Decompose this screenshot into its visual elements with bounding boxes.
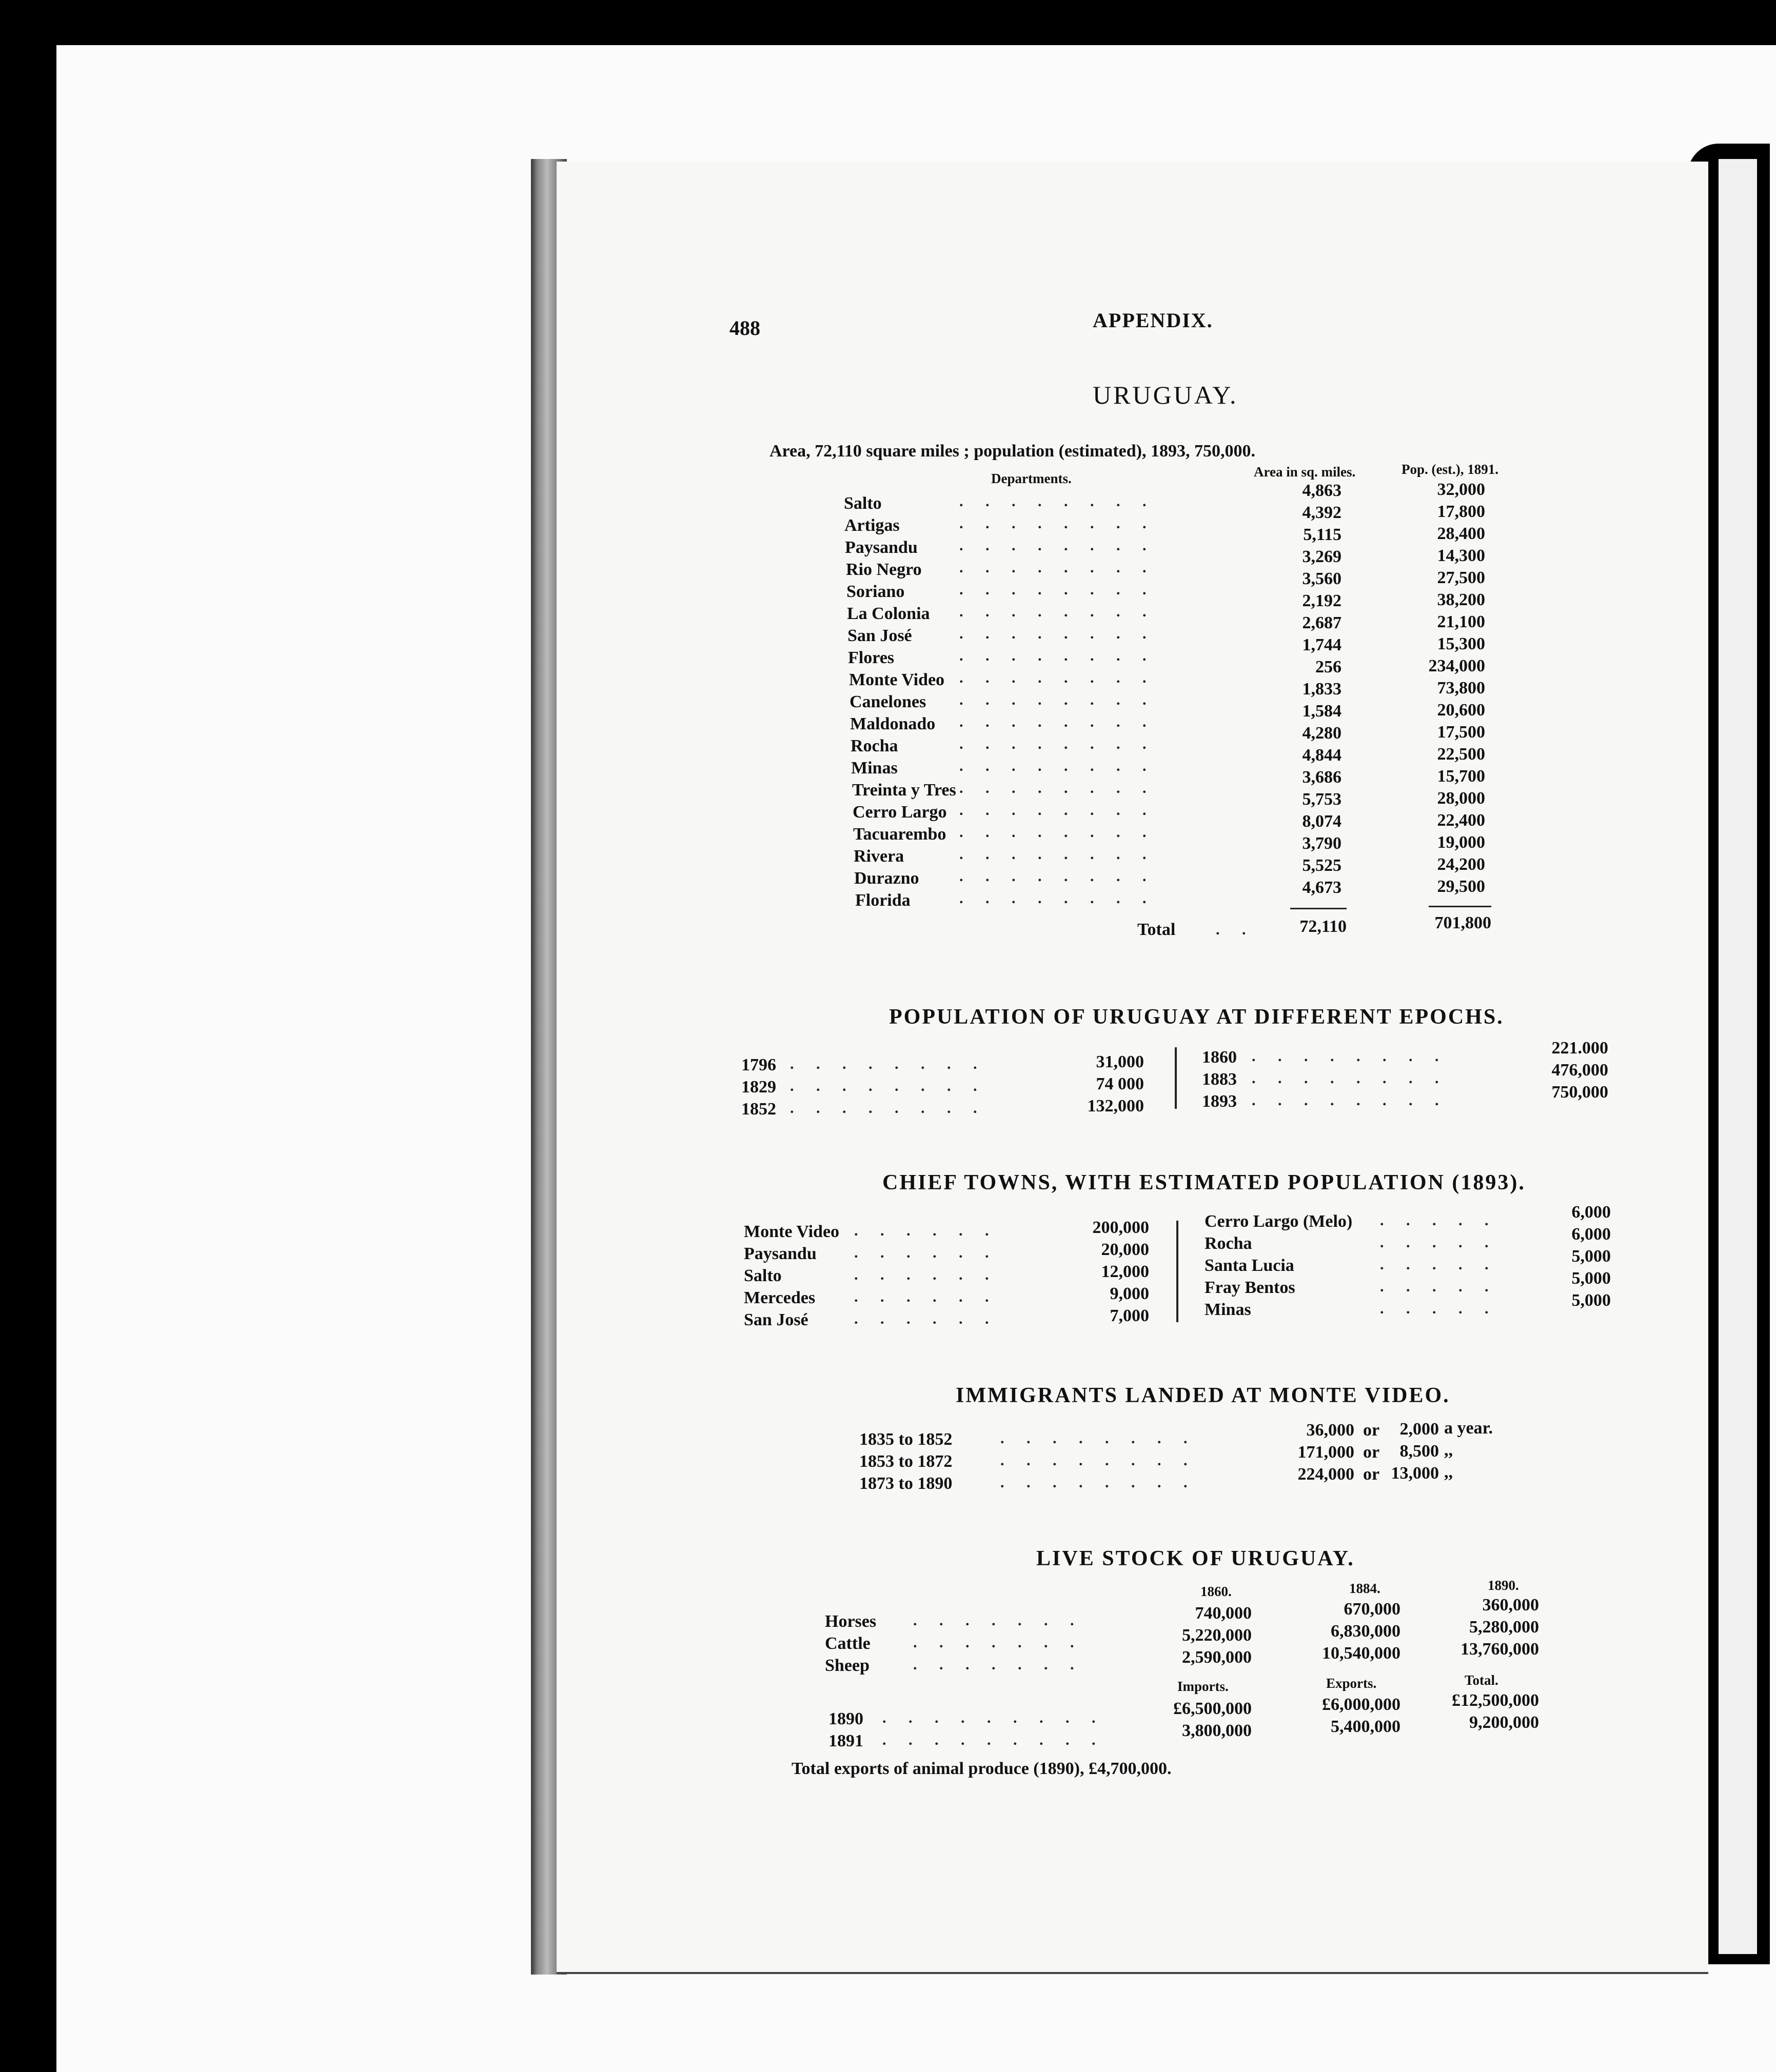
town-leader: . . . . . . xyxy=(854,1288,998,1305)
department-area: 3,560 xyxy=(1302,569,1341,588)
department-leader: . . . . . . . . xyxy=(959,758,1156,774)
immigrant-suffix: a year. xyxy=(1444,1419,1493,1438)
town-name: Minas xyxy=(1205,1300,1251,1319)
trade-year: 1891 xyxy=(828,1731,863,1750)
department-name: Maldonado xyxy=(850,714,936,733)
epoch-year: 1852 xyxy=(741,1100,776,1119)
epoch-year: 1860 xyxy=(1202,1048,1237,1067)
epochs-divider xyxy=(1175,1047,1177,1109)
epoch-value: 31,000 xyxy=(1096,1052,1144,1071)
town-value: 7,000 xyxy=(1110,1306,1149,1325)
department-pop: 73,800 xyxy=(1437,679,1485,698)
epoch-value: 476,000 xyxy=(1551,1061,1608,1080)
department-area: 3,790 xyxy=(1302,834,1341,853)
total-rule-pop xyxy=(1429,906,1491,907)
trade-value: £6,500,000 xyxy=(1173,1699,1252,1718)
department-name: Soriano xyxy=(846,582,905,601)
total-pop: 701,800 xyxy=(1434,913,1491,932)
town-name: Fray Bentos xyxy=(1205,1278,1295,1297)
trade-leader: . . . . . . . . . xyxy=(882,1709,1105,1726)
department-pop: 20,600 xyxy=(1437,701,1485,720)
immigrant-total: 171,000 xyxy=(1297,1443,1354,1462)
department-pop: 21,100 xyxy=(1437,612,1485,631)
total-leader: . . xyxy=(1216,921,1255,938)
department-pop: 28,000 xyxy=(1437,789,1485,808)
livestock-year-header: 1860. xyxy=(1200,1584,1232,1599)
department-leader: . . . . . . . . xyxy=(959,868,1156,885)
department-pop: 29,500 xyxy=(1437,877,1485,896)
town-value: 9,000 xyxy=(1110,1284,1149,1303)
department-name: Rio Negro xyxy=(846,560,922,579)
department-leader: . . . . . . . . xyxy=(959,713,1156,730)
town-leader: . . . . . xyxy=(1380,1278,1498,1295)
department-area: 3,686 xyxy=(1302,768,1341,787)
total-label: Total xyxy=(1137,920,1176,939)
town-value: 200,000 xyxy=(1092,1218,1149,1237)
department-pop: 234,000 xyxy=(1428,656,1485,675)
department-name: La Colonia xyxy=(847,604,930,623)
department-area: 1,584 xyxy=(1302,702,1341,721)
department-pop: 22,400 xyxy=(1437,811,1485,830)
livestock-year-header: 1890. xyxy=(1488,1578,1519,1593)
department-area: 1,744 xyxy=(1302,635,1341,654)
trade-value: 5,400,000 xyxy=(1331,1717,1400,1736)
immigrant-annual: 2,000 xyxy=(1399,1420,1439,1439)
department-leader: . . . . . . . . xyxy=(959,890,1156,907)
epoch-value: 750,000 xyxy=(1551,1083,1608,1102)
livestock-value: 670,000 xyxy=(1344,1600,1400,1619)
livestock-value: 5,220,000 xyxy=(1182,1626,1252,1645)
epoch-leader: . . . . . . . . xyxy=(790,1078,986,1094)
livestock-value: 10,540,000 xyxy=(1322,1644,1400,1663)
department-pop: 32,000 xyxy=(1437,480,1485,499)
immigrant-total: 36,000 xyxy=(1306,1421,1354,1440)
department-pop: 24,200 xyxy=(1437,855,1485,874)
department-name: Rivera xyxy=(854,847,904,866)
immigrant-or: or xyxy=(1363,1443,1380,1462)
col-header-pop: Pop. (est.), 1891. xyxy=(1402,462,1498,477)
department-name: Paysandu xyxy=(845,538,918,557)
department-name: Treinta y Tres xyxy=(852,781,956,800)
town-name: Monte Video xyxy=(744,1222,840,1241)
page-title: URUGUAY. xyxy=(1093,381,1238,409)
town-name: Rocha xyxy=(1205,1234,1252,1253)
department-area: 3,269 xyxy=(1302,547,1341,566)
livestock-leader: . . . . . . . xyxy=(913,1656,1083,1673)
total-rule-area xyxy=(1290,908,1347,909)
col-header-area: Area in sq. miles. xyxy=(1254,464,1356,480)
department-leader: . . . . . . . . xyxy=(959,824,1156,841)
livestock-leader: . . . . . . . xyxy=(913,1634,1083,1651)
department-name: San José xyxy=(847,626,912,645)
immigrant-leader: . . . . . . . . xyxy=(1000,1452,1197,1469)
department-name: Artigas xyxy=(844,516,900,535)
col-header-departments: Departments. xyxy=(991,471,1072,486)
department-leader: . . . . . . . . xyxy=(959,581,1156,598)
department-pop: 15,700 xyxy=(1437,767,1485,786)
department-pop: 17,800 xyxy=(1437,502,1485,521)
towns-heading: CHIEF TOWNS, WITH ESTIMATED POPULATION (1893). xyxy=(882,1171,1526,1194)
immigrant-suffix: ,, xyxy=(1444,1463,1453,1482)
department-pop: 15,300 xyxy=(1437,634,1485,653)
animal-exports-footer: Total exports of animal produce (1890), £4,700,000. xyxy=(792,1759,1172,1778)
department-area: 4,863 xyxy=(1302,481,1341,500)
immigrant-period: 1873 to 1890 xyxy=(859,1474,953,1493)
town-value: 6,000 xyxy=(1571,1225,1611,1244)
livestock-name: Cattle xyxy=(825,1634,871,1653)
livestock-name: Sheep xyxy=(825,1656,870,1675)
town-leader: . . . . . . xyxy=(854,1266,998,1283)
immigrant-or: or xyxy=(1363,1465,1380,1484)
department-pop: 38,200 xyxy=(1437,590,1485,609)
immigrant-leader: . . . . . . . . xyxy=(1000,1474,1197,1491)
epoch-value: 132,000 xyxy=(1087,1097,1144,1115)
livestock-value: 2,590,000 xyxy=(1182,1648,1252,1667)
department-name: Minas xyxy=(851,759,898,778)
immigrant-annual: 8,500 xyxy=(1399,1442,1439,1461)
department-area: 8,074 xyxy=(1302,812,1341,831)
department-leader: . . . . . . . . xyxy=(959,559,1156,576)
department-name: Cerro Largo xyxy=(853,803,947,822)
trade-leader: . . . . . . . . . xyxy=(882,1731,1105,1748)
department-area: 5,753 xyxy=(1302,790,1341,809)
epoch-value: 221.000 xyxy=(1551,1039,1608,1058)
immigrants-heading: IMMIGRANTS LANDED AT MONTE VIDEO. xyxy=(956,1384,1450,1407)
department-pop: 28,400 xyxy=(1437,524,1485,543)
epoch-value: 74 000 xyxy=(1096,1074,1144,1093)
trade-value: 3,800,000 xyxy=(1182,1721,1252,1740)
epoch-year: 1893 xyxy=(1202,1092,1237,1111)
town-name: San José xyxy=(744,1310,808,1329)
department-name: Flores xyxy=(848,648,895,667)
department-area: 4,280 xyxy=(1302,724,1341,743)
livestock-leader: . . . . . . . xyxy=(913,1612,1083,1629)
department-area: 4,844 xyxy=(1302,746,1341,765)
town-name: Salto xyxy=(744,1266,782,1285)
town-name: Santa Lucia xyxy=(1205,1256,1294,1275)
epoch-year: 1883 xyxy=(1202,1070,1237,1089)
trade-year: 1890 xyxy=(828,1709,863,1728)
department-leader: . . . . . . . . xyxy=(959,603,1156,620)
department-area: 5,525 xyxy=(1302,856,1341,875)
department-leader: . . . . . . . . xyxy=(959,735,1156,752)
department-name: Rocha xyxy=(851,736,898,755)
department-leader: . . . . . . . . xyxy=(959,802,1156,819)
epoch-leader: . . . . . . . . xyxy=(1252,1092,1448,1109)
department-leader: . . . . . . . . xyxy=(959,537,1156,554)
livestock-value: 13,760,000 xyxy=(1461,1640,1539,1659)
department-leader: . . . . . . . . xyxy=(959,625,1156,642)
livestock-heading: LIVE STOCK OF URUGUAY. xyxy=(1036,1547,1355,1570)
department-area: 2,192 xyxy=(1302,591,1341,610)
department-pop: 17,500 xyxy=(1437,723,1485,742)
book-next-page-edge xyxy=(1713,159,1757,1954)
epoch-year: 1829 xyxy=(741,1078,776,1097)
town-leader: . . . . . xyxy=(1380,1234,1498,1251)
trade-header: Imports. xyxy=(1177,1679,1229,1694)
immigrant-or: or xyxy=(1363,1421,1380,1440)
department-name: Canelones xyxy=(850,692,926,711)
immigrant-total: 224,000 xyxy=(1297,1465,1354,1484)
town-leader: . . . . . xyxy=(1380,1256,1498,1273)
epoch-leader: . . . . . . . . xyxy=(790,1055,986,1072)
immigrant-suffix: ,, xyxy=(1444,1441,1453,1460)
town-value: 5,000 xyxy=(1571,1269,1611,1288)
trade-value: £6,000,000 xyxy=(1322,1695,1400,1714)
department-name: Tacuarembo xyxy=(853,825,946,844)
department-area: 5,115 xyxy=(1303,525,1341,544)
department-name: Durazno xyxy=(854,869,919,888)
department-leader: . . . . . . . . xyxy=(959,846,1156,863)
trade-value: £12,500,000 xyxy=(1452,1691,1539,1710)
town-leader: . . . . . xyxy=(1380,1212,1498,1229)
department-area: 4,392 xyxy=(1302,503,1341,522)
immigrant-annual: 13,000 xyxy=(1391,1464,1439,1483)
epochs-heading: POPULATION OF URUGUAY AT DIFFERENT EPOCHS. xyxy=(889,1005,1504,1029)
department-area: 4,673 xyxy=(1302,878,1341,897)
department-leader: . . . . . . . . xyxy=(959,691,1156,708)
total-area: 72,110 xyxy=(1299,917,1347,936)
town-value: 6,000 xyxy=(1571,1203,1611,1222)
department-leader: . . . . . . . . xyxy=(959,493,1156,510)
department-area: 2,687 xyxy=(1302,613,1341,632)
immigrant-leader: . . . . . . . . xyxy=(1000,1430,1197,1447)
immigrant-period: 1835 to 1852 xyxy=(859,1430,953,1449)
town-value: 5,000 xyxy=(1571,1291,1611,1310)
town-value: 20,000 xyxy=(1101,1240,1149,1259)
trade-value: 9,200,000 xyxy=(1469,1713,1539,1732)
epoch-leader: . . . . . . . . xyxy=(1252,1048,1448,1065)
town-leader: . . . . . . xyxy=(854,1244,998,1261)
livestock-value: 6,830,000 xyxy=(1331,1622,1400,1641)
department-leader: . . . . . . . . xyxy=(959,515,1156,532)
livestock-value: 740,000 xyxy=(1195,1604,1252,1623)
livestock-name: Horses xyxy=(825,1612,877,1631)
department-name: Salto xyxy=(844,494,882,513)
intro-line: Area, 72,110 square miles ; population (estimated), 1893, 750,000. xyxy=(769,442,1255,461)
department-area: 1,833 xyxy=(1302,680,1341,699)
page-number: 488 xyxy=(729,316,760,340)
department-leader: . . . . . . . . xyxy=(959,669,1156,686)
running-head: APPENDIX. xyxy=(1093,309,1213,332)
epoch-year: 1796 xyxy=(741,1055,776,1074)
department-leader: . . . . . . . . xyxy=(959,780,1156,796)
immigrant-period: 1853 to 1872 xyxy=(859,1452,953,1471)
department-pop: 27,500 xyxy=(1437,568,1485,587)
department-area: 256 xyxy=(1315,658,1341,676)
town-leader: . . . . . . xyxy=(854,1310,998,1327)
town-leader: . . . . . . xyxy=(854,1222,998,1239)
town-name: Mercedes xyxy=(744,1288,816,1307)
department-name: Florida xyxy=(855,891,911,910)
town-value: 5,000 xyxy=(1571,1247,1611,1266)
towns-divider xyxy=(1176,1221,1178,1322)
department-name: Monte Video xyxy=(849,670,945,689)
livestock-value: 360,000 xyxy=(1482,1596,1539,1615)
town-name: Paysandu xyxy=(744,1244,817,1263)
epoch-leader: . . . . . . . . xyxy=(1252,1070,1448,1087)
epoch-leader: . . . . . . . . xyxy=(790,1100,986,1117)
department-pop: 19,000 xyxy=(1437,833,1485,852)
livestock-value: 5,280,000 xyxy=(1469,1618,1539,1637)
department-leader: . . . . . . . . xyxy=(959,647,1156,664)
town-leader: . . . . . xyxy=(1380,1300,1498,1317)
trade-header: Exports. xyxy=(1326,1676,1377,1691)
department-pop: 14,300 xyxy=(1437,546,1485,565)
town-value: 12,000 xyxy=(1101,1262,1149,1281)
town-name: Cerro Largo (Melo) xyxy=(1205,1212,1353,1231)
livestock-year-header: 1884. xyxy=(1349,1581,1380,1596)
department-pop: 22,500 xyxy=(1437,745,1485,764)
trade-header: Total. xyxy=(1465,1672,1498,1688)
